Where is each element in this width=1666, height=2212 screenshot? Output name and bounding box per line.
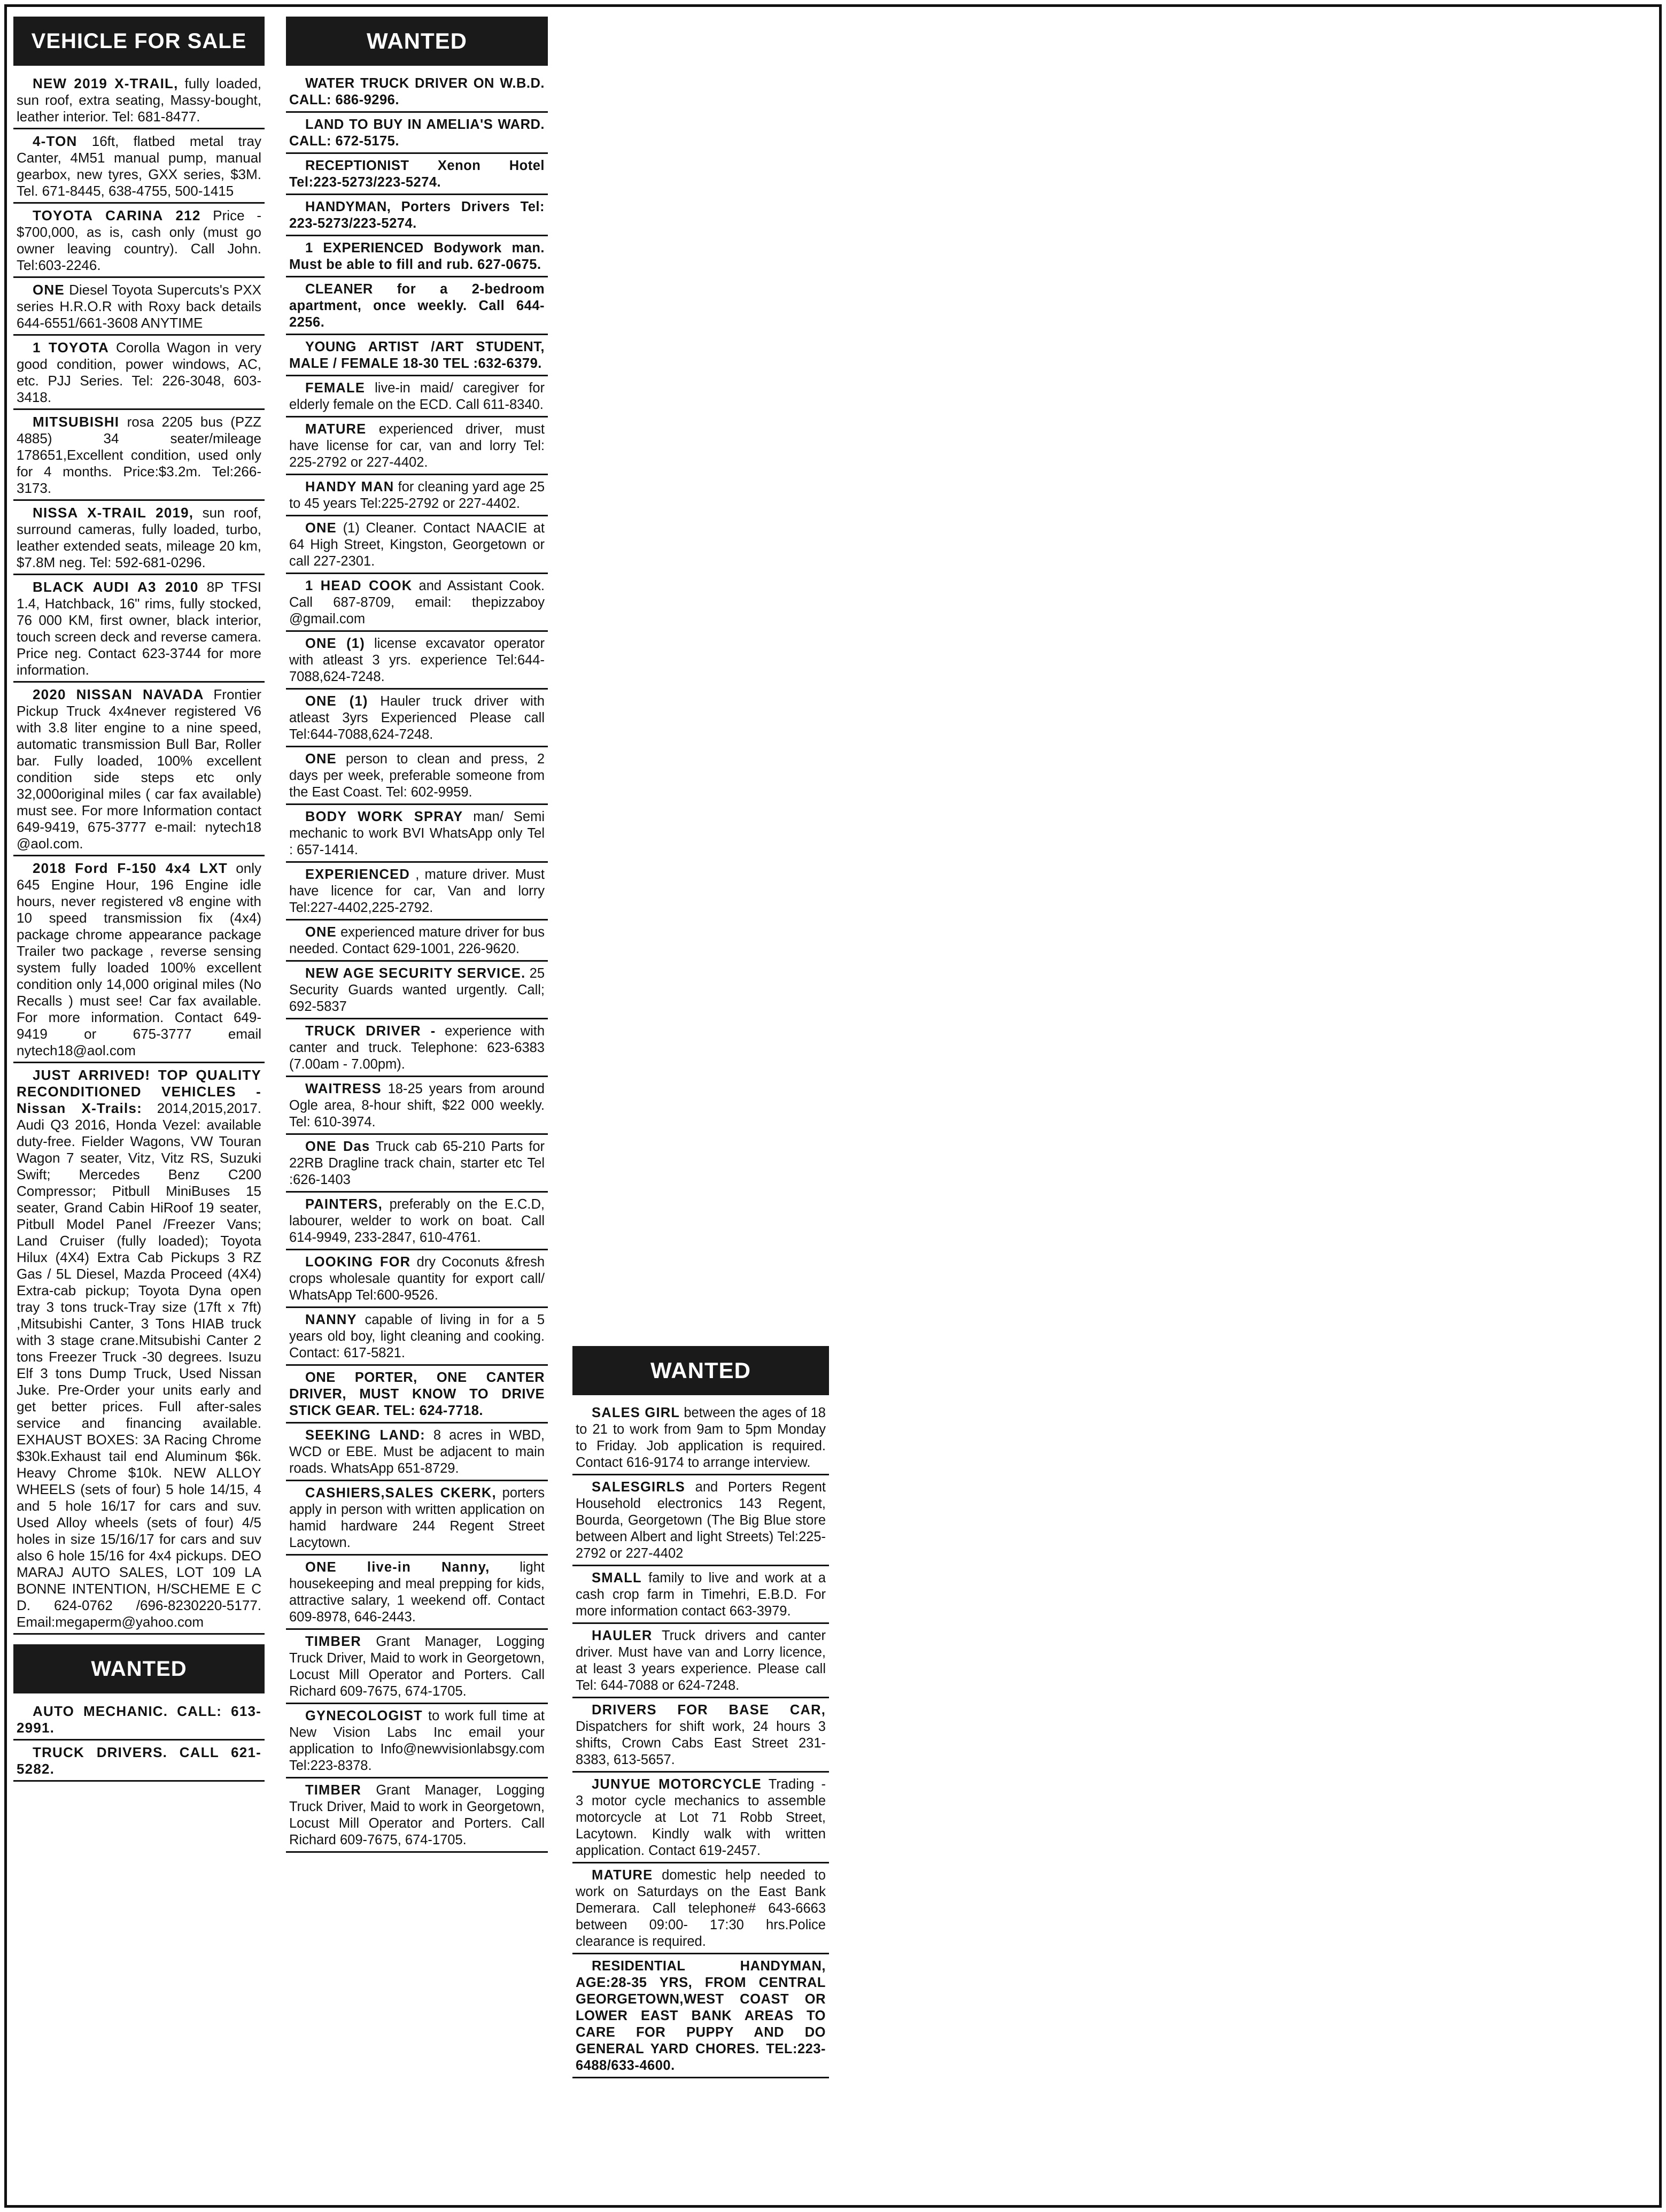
ad-lead: SMALL bbox=[592, 1571, 642, 1585]
classified-ad bbox=[572, 1958, 829, 2078]
ad-lead: NANNY bbox=[305, 1312, 357, 1327]
ad-body: rosa 2205 bus (PZZ 4885) 34 seater/mileage 178651,Excellent condition, used only for 4 months. Price:$3.2m. Tel:266-3173. bbox=[17, 414, 261, 496]
ad-lead: SEEKING LAND: bbox=[305, 1428, 425, 1443]
classified-ad bbox=[286, 479, 548, 516]
ad-lead: EXPERIENCED bbox=[305, 867, 410, 882]
ad-lead: HANDYMAN, Porters Drivers Tel: 223-5273/223-5274. bbox=[289, 199, 545, 231]
classified-ad bbox=[286, 1139, 548, 1193]
column-2 bbox=[286, 17, 548, 1857]
classified-ad bbox=[286, 693, 548, 747]
ad-lead: JUNYUE MOTORCYCLE bbox=[592, 1777, 762, 1792]
wanted-ad-list bbox=[572, 1405, 829, 2078]
classified-ad bbox=[572, 1628, 829, 1698]
classified-ad bbox=[286, 1485, 548, 1556]
ad-body: 18-25 years from around Ogle area, 8-hour shift, $22 000 weekly. Tel: 610-3974. bbox=[289, 1081, 545, 1130]
ad-body: 16ft, flatbed metal tray Canter, 4M51 manual pump, manual gearbox, new tyres, GXX series, $3M. Tel. 671-8445, 638-4755, 500-1415 bbox=[17, 133, 261, 199]
ad-body: Frontier Pickup Truck 4x4never registered V6 with 3.8 liter engine to a nine speed, automatic transmission Bull Bar, Roller bar. Fully loaded, 100% excellent condition side steps etc only 32,000original miles ( car fax available) must see. For more Information contact 649-9419, 675-3777 e-mail: nytech18 @aol.com. bbox=[17, 686, 261, 852]
classified-ad bbox=[286, 117, 548, 154]
ad-body: capable of living in for a 5 years old boy, light cleaning and cooking. Contact: 617-5821. bbox=[289, 1312, 545, 1360]
ad-body: Grant Manager, Logging Truck Driver, Maid to work in Georgetown, Locust Mill Operator and Porters. Call Richard 609-7675, 674-1705. bbox=[289, 1783, 545, 1847]
ad-lead: AUTO MECHANIC. CALL: 613-2991. bbox=[17, 1703, 261, 1736]
ad-lead: ONE (1) bbox=[305, 636, 365, 651]
classified-ad bbox=[286, 380, 548, 417]
ad-body: and Assistant Cook. Call 687-8709, email: thepizzaboy @gmail.com bbox=[289, 578, 545, 627]
ad-body: Diesel Toyota Supercuts's PXX series H.R.O.R with Roxy back details 644-6551/661-3608 ANYTIME bbox=[17, 282, 261, 331]
ad-body: person to clean and press, 2 days per week, preferable someone from the East Coast. Tel: 602-9959. bbox=[289, 752, 545, 800]
section-header-wanted: WANTED bbox=[572, 1346, 829, 1395]
ad-lead: NEW 2019 X-TRAIL, bbox=[33, 75, 179, 91]
classified-ad bbox=[286, 281, 548, 335]
classified-ad bbox=[572, 1570, 829, 1624]
ad-lead: MITSUBISHI bbox=[33, 414, 120, 430]
ad-lead: BODY WORK SPRAY bbox=[305, 809, 463, 824]
classified-ad bbox=[13, 686, 265, 856]
ad-body: Hauler truck driver with atleast 3yrs Experienced Please call Tel:644-7088,624-7248. bbox=[289, 694, 545, 742]
classified-ad bbox=[286, 578, 548, 632]
ad-lead: RESIDENTIAL HANDYMAN, AGE:28-35 YRS, FROM CENTRAL GEORGETOWN,WEST COAST OR LOWER EAST BANK AREAS TO CARE FOR PUPPY AND DO GENERAL YARD CHORES. TEL:223-6488/633-4600. bbox=[576, 1959, 826, 2073]
classified-ad bbox=[286, 75, 548, 113]
column-1 bbox=[13, 17, 265, 1785]
ad-body: Price - $700,000, as is, cash only (must go owner leaving country). Call John. Tel:603-2246. bbox=[17, 207, 261, 273]
ad-lead: 1 EXPERIENCED Bodywork man. Must be able to fill and rub. 627-0675. bbox=[289, 241, 545, 272]
classified-ad bbox=[286, 751, 548, 805]
ad-lead: 1 TOYOTA bbox=[33, 339, 109, 355]
ad-body: 2014,2015,2017. Audi Q3 2016, Honda Vezel: available duty-free. Fielder Wagons, VW Touran Wagon 7 seater, Vitz, Vitz RS, Suzuki Swift; Mercedes Benz C200 Compressor; Pitbull MiniBuses 15 seater, Grand Cabin HiRoof 19 seater, Pitbull Model Panel /Freezer Vans; Land Cruiser (fully loaded); Toyota Hilux (4X4) Extra Cab Pickups 3 RZ Gas / 5L Diesel, Mazda Proceed (4X4) Extra-cab pickup; Toyota Dyna open tray 3 tons truck-Tray size (17ft x 7ft) ,Mitsubishi Canter, 3 Tons HIAB truck with 3 stage crane.Mitsubishi Canter 2 tons Freezer Truck -30 degrees. Isuzu Elf 3 tons Dump Truck, Used Nissan Juke. Pre-Order your units early and get better prices. Full after-sales service and financing available. EXHAUST BOXES: 3A Racing Chrome $30k.Exhaust tail end Aluminum $6k. Heavy Chrome $10k. NEW ALLOY WHEELS (sets of four) 5 hole 14/15, 4 and 5 hole 16/17 for cars and suv. Used Alloy wheels (sets of four) 4/5 holes in size 15/16/17 for cars and suv also 6 hole 15/16 for 4x4 pickups. DEO MARAJ AUTO SALES, LOT 109 LA BONNE INTENTION, H/SCHEME E C D. 624-0762 /696-8230220-5177. Email:megaperm@yahoo.com bbox=[17, 1100, 261, 1630]
ad-lead: CASHIERS,SALES CKERK, bbox=[305, 1486, 497, 1501]
classified-ad bbox=[572, 1702, 829, 1773]
ad-lead: HAULER bbox=[592, 1628, 653, 1643]
classified-ad bbox=[572, 1776, 829, 1863]
ad-lead: SALESGIRLS bbox=[592, 1480, 685, 1495]
ad-body: family to live and work at a cash crop farm in Timehri, E.B.D. For more information contact 663-3979. bbox=[576, 1571, 826, 1619]
ad-lead: ONE live-in Nanny, bbox=[305, 1560, 490, 1575]
ad-lead: ONE bbox=[305, 925, 337, 940]
ad-body: experienced driver, must have license for car, van and lorry Tel: 225-2792 or 227-4402. bbox=[289, 422, 545, 470]
classified-ad bbox=[286, 1634, 548, 1704]
ad-body: domestic help needed to work on Saturdays on the East Bank Demerara. Call telephone# 643-6663 between 09:00- 17:30 hrs.Police clearance is required. bbox=[576, 1868, 826, 1949]
ad-lead: ONE bbox=[33, 282, 65, 298]
classified-ad bbox=[13, 505, 265, 575]
classified-ad bbox=[286, 158, 548, 195]
classified-ad bbox=[286, 636, 548, 690]
ad-body: 8 acres in WBD, WCD or EBE. Must be adjacent to main roads. WhatsApp 651-8729. bbox=[289, 1428, 545, 1476]
ad-lead: ONE Das bbox=[305, 1139, 370, 1154]
ad-lead: TRUCK DRIVERS. CALL 621-5282. bbox=[17, 1744, 261, 1777]
ad-lead: ONE bbox=[305, 752, 337, 767]
ad-lead: 4-TON bbox=[33, 133, 78, 149]
ad-body: for cleaning yard age 25 to 45 years Tel:225-2792 or 227-4402. bbox=[289, 479, 545, 511]
ad-body: man/ Semi mechanic to work BVI WhatsApp only Tel : 657-1414. bbox=[289, 809, 545, 857]
classified-ad bbox=[286, 809, 548, 863]
wanted-ad-list bbox=[286, 75, 548, 1853]
ad-lead: DRIVERS FOR BASE CAR, bbox=[592, 1703, 826, 1718]
ad-lead: WATER TRUCK DRIVER ON W.B.D. CALL: 686-9296. bbox=[289, 76, 545, 107]
ad-lead: ONE (1) bbox=[305, 694, 368, 709]
classified-ad bbox=[13, 1703, 265, 1741]
ad-body: fully loaded, sun roof, extra seating, Massy-bought, leather interior. Tel: 681-8477. bbox=[17, 75, 261, 125]
ad-body: light housekeeping and meal prepping for kids, attractive salary, 1 weekend off. Contact 609-8978, 646-2443. bbox=[289, 1560, 545, 1625]
classified-ad bbox=[13, 282, 265, 336]
classified-ad bbox=[13, 133, 265, 204]
ad-lead: TOYOTA CARINA 212 bbox=[33, 207, 201, 223]
ad-lead: 2018 Ford F-150 4x4 LXT bbox=[33, 860, 228, 876]
ad-lead: MATURE bbox=[305, 422, 367, 437]
ad-lead: HANDY MAN bbox=[305, 479, 394, 494]
section-header-vehicle-for-sale: VEHICLE FOR SALE bbox=[13, 17, 265, 66]
classified-ad bbox=[572, 1867, 829, 1954]
section-header-wanted: WANTED bbox=[13, 1644, 265, 1693]
ad-lead: 2020 NISSAN NAVADA bbox=[33, 686, 204, 702]
classified-ad bbox=[286, 1708, 548, 1778]
classified-ad bbox=[286, 421, 548, 475]
ad-body: (1) Cleaner. Contact NAACIE at 64 High Street, Kingston, Georgetown or call 227-2301. bbox=[289, 521, 545, 569]
ad-lead: LAND TO BUY IN AMELIA'S WARD. CALL: 672-5175. bbox=[289, 117, 545, 149]
ad-lead: GYNECOLOGIST bbox=[305, 1708, 423, 1723]
ad-body: experienced mature driver for bus needed. Contact 629-1001, 226-9620. bbox=[289, 925, 545, 956]
ad-lead: RECEPTIONIST Xenon Hotel Tel:223-5273/223-5274. bbox=[289, 158, 545, 190]
classified-ad bbox=[286, 520, 548, 574]
ad-lead: MATURE bbox=[592, 1868, 653, 1883]
vehicle-ad-list bbox=[13, 75, 265, 1635]
ad-body: Grant Manager, Logging Truck Driver, Maid to work in Georgetown, Locust Mill Operator and Porters. Call Richard 609-7675, 674-1705. bbox=[289, 1634, 545, 1699]
classified-ad bbox=[286, 1427, 548, 1481]
ad-body: to work full time at New Vision Labs Inc email your application to Info@newvisionlabsgy.com Tel:223-8378. bbox=[289, 1708, 545, 1773]
classified-ad bbox=[286, 1196, 548, 1250]
ad-body: Corolla Wagon in very good condition, power windows, AC, etc. PJJ Series. Tel: 226-3048, 603-3418. bbox=[17, 339, 261, 405]
classified-ad bbox=[286, 1312, 548, 1366]
ad-lead: ONE PORTER, ONE CANTER DRIVER, MUST KNOW TO DRIVE STICK GEAR. TEL: 624-7718. bbox=[289, 1370, 545, 1418]
ad-lead: FEMALE bbox=[305, 381, 366, 396]
classifieds-page bbox=[4, 4, 1662, 2208]
classified-ad bbox=[286, 1254, 548, 1308]
ad-body: preferably on the E.C.D, labourer, welder to work on boat. Call 614-9949, 233-2847, 610-4761. bbox=[289, 1197, 545, 1245]
ad-body: live-in maid/ caregiver for elderly female on the ECD. Call 611-8340. bbox=[289, 381, 545, 412]
ad-lead: TRUCK DRIVER - bbox=[305, 1024, 436, 1039]
classified-ad bbox=[13, 339, 265, 410]
classified-ad bbox=[13, 860, 265, 1063]
ad-lead: 1 HEAD COOK bbox=[305, 578, 413, 593]
ad-lead: JUST ARRIVED! TOP QUALITY RECONDITIONED VEHICLES - Nissan X-Trails: bbox=[17, 1067, 261, 1116]
wanted-ad-list bbox=[13, 1703, 265, 1782]
classified-ad bbox=[286, 339, 548, 376]
ad-body: between the ages of 18 to 21 to work from 9am to 5pm Monday to Friday. Job application is required. Contact 616-9174 to arrange interview. bbox=[576, 1405, 826, 1470]
classified-ad bbox=[286, 924, 548, 962]
ad-lead: CLEANER for a 2-bedroom apartment, once weekly. Call 644-2256. bbox=[289, 282, 545, 330]
ad-lead: NISSA X-TRAIL 2019, bbox=[33, 505, 194, 521]
classified-ad bbox=[13, 75, 265, 129]
ad-lead: ONE bbox=[305, 521, 337, 536]
classified-ad bbox=[13, 207, 265, 278]
ad-body: dry Coconuts &fresh crops wholesale quantity for export call/ WhatsApp Tel:600-9526. bbox=[289, 1255, 545, 1303]
classified-ad bbox=[13, 414, 265, 501]
ad-body: 25 Security Guards wanted urgently. Call; 692-5837 bbox=[289, 966, 545, 1014]
classified-ad bbox=[13, 1067, 265, 1635]
ad-body: only 645 Engine Hour, 196 Engine idle hours, never registered v8 engine with 10 speed transmission fix (4x4) package chrome appearance package Trailer two package , reverse sensing system fully loaded 100% excellent condition only 14,000 original miles (No Recalls ) must see! Car fax available. For more information. Contact 649-9419 or 675-3777 email nytech18@aol.com bbox=[17, 860, 262, 1058]
ad-body: Dispatchers for shift work, 24 hours 3 shifts, Crown Cabs East Street 231-8383, 613-5657. bbox=[576, 1719, 826, 1767]
section-header-wanted: WANTED bbox=[286, 17, 548, 66]
ad-lead: YOUNG ARTIST /ART STUDENT, MALE / FEMALE 18-30 TEL :632-6379. bbox=[289, 339, 545, 371]
ad-body: sun roof, surround cameras, fully loaded, turbo, leather extended seats, mileage 20 km, $7.8M neg. Tel: 592-681-0296. bbox=[17, 505, 261, 570]
classified-ad bbox=[286, 199, 548, 236]
ad-body: experience with canter and truck. Telephone: 623-6383 (7.00am - 7.00pm). bbox=[289, 1024, 545, 1072]
ad-body: 8P TFSI 1.4, Hatchback, 16" rims, fully stocked, 76 000 KM, first owner, black interior, touch screen deck and reverse camera. Price neg. Contact 623-3744 for more information. bbox=[17, 579, 261, 678]
ad-lead: LOOKING FOR bbox=[305, 1255, 411, 1270]
ad-body: porters apply in person with written application on hamid hardware 244 Regent Street Lacytown. bbox=[289, 1486, 545, 1550]
classified-ad bbox=[572, 1479, 829, 1566]
classified-ad bbox=[13, 1744, 265, 1782]
classified-ad bbox=[286, 1081, 548, 1135]
classified-ad bbox=[286, 867, 548, 921]
classified-ad bbox=[286, 965, 548, 1019]
ad-lead: WAITRESS bbox=[305, 1081, 382, 1096]
ad-body: , mature driver. Must have licence for car, Van and lorry Tel:227-4402,225-2792. bbox=[289, 867, 545, 915]
classified-ad bbox=[286, 1559, 548, 1630]
ad-body: Truck drivers and canter driver. Must have van and Lorry licence, at least 3 years experience. Please call Tel: 644-7088 or 624-7248. bbox=[576, 1628, 826, 1693]
classified-ad bbox=[286, 1023, 548, 1077]
ad-body: license excavator operator with atleast 3 yrs. experience Tel:644-7088,624-7248. bbox=[289, 636, 545, 684]
ad-lead: TIMBER bbox=[305, 1634, 361, 1649]
classified-ad bbox=[572, 1405, 829, 1475]
ad-body: Trading - 3 motor cycle mechanics to assemble motorcycle at Lot 71 Robb Street, Lacytown. Kindly walk with written application. Contact 619-2457. bbox=[576, 1777, 826, 1858]
ad-lead: NEW AGE SECURITY SERVICE. bbox=[305, 966, 526, 981]
column-3 bbox=[572, 1346, 829, 2082]
classified-ad bbox=[286, 1782, 548, 1853]
ad-body: Truck cab 65-210 Parts for 22RB Dragline track chain, starter etc Tel :626-1403 bbox=[289, 1139, 545, 1187]
ad-lead: SALES GIRL bbox=[592, 1405, 680, 1420]
classified-ad bbox=[286, 1370, 548, 1424]
ad-lead: TIMBER bbox=[305, 1783, 361, 1798]
ad-lead: BLACK AUDI A3 2010 bbox=[33, 579, 199, 595]
ad-body: and Porters Regent Household electronics 143 Regent, Bourda, Georgetown (The Big Blue store between Albert and light Streets) Tel:225-2792 or 227-4402 bbox=[576, 1480, 826, 1561]
ad-lead: PAINTERS, bbox=[305, 1197, 383, 1212]
classified-ad bbox=[286, 240, 548, 277]
classified-ad bbox=[13, 579, 265, 683]
